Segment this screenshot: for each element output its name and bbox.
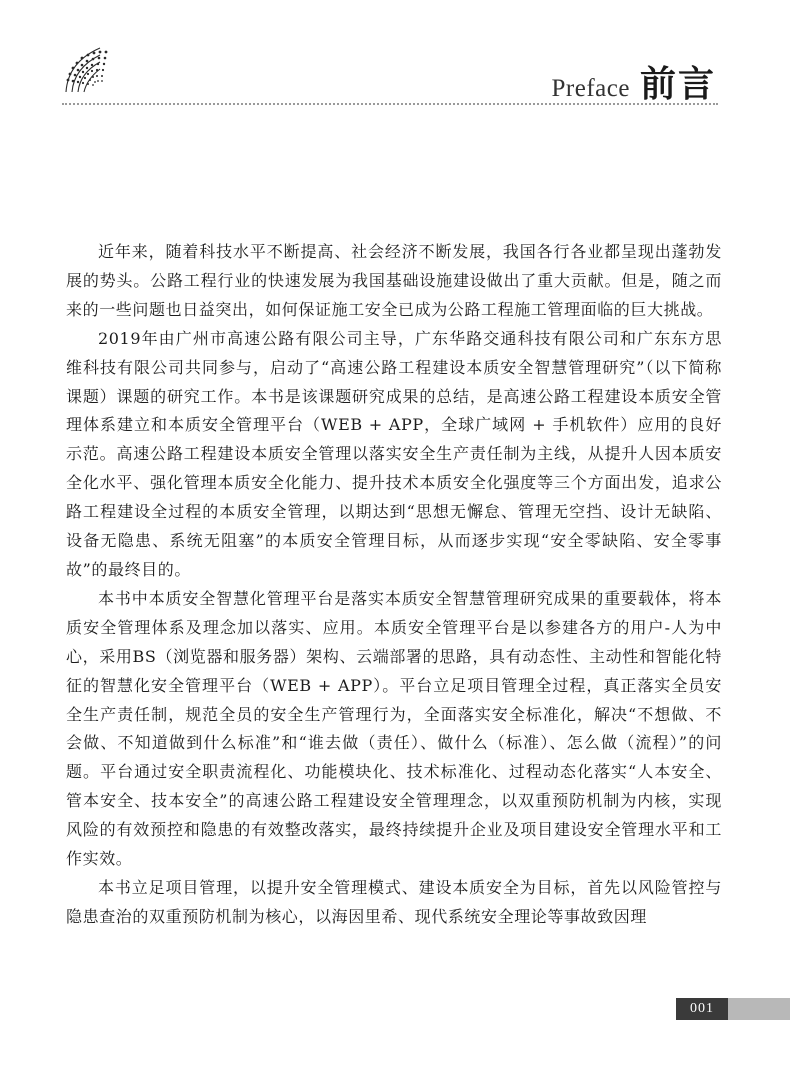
page-number: 001: [676, 998, 728, 1020]
paragraph-1: 近年来，随着科技水平不断提高、社会经济不断发展，我国各行各业都呈现出蓬勃发展的势头。公路工程行业的快速发展为我国基础设施建设做出了重大贡献。但是，随之而来的一些问题也日益突出，如何保证施工安全已成为公路工程施工管理面临的巨大挑战。: [66, 242, 722, 319]
header-dotted-divider: [62, 103, 718, 105]
preface-title-zh: 前言: [639, 64, 716, 105]
paragraph-4: 本书立足项目管理，以提升安全管理模式、建设本质安全为目标，首先以风险管控与隐患查治的双重预防机制为核心，以海因里希、现代系统安全理论等事故致因理: [66, 877, 722, 926]
decorative-arcs-logo: [60, 40, 130, 110]
page-header-title: [552, 56, 716, 107]
page-edge-tab: [728, 998, 790, 1020]
preface-body: [66, 238, 722, 932]
paragraph-2: 2019年由广州市高速公路有限公司主导，广东华路交通科技有限公司和广东东方思维科技有限公司共同参与，启动了“高速公路工程建设本质安全智慧管理研究”（以下简称课题）课题的研究工作。本书是该课题研究成果的总结，是高速公路工程建设本质安全管理体系建立和本质安全管理平台（WEB + APP，全球广域网 + 手机软件）应用的良好示范。高速公路工程建设本质安全管理以落实安全生产责任制为主线，从提升人因本质安全化水平、强化管理本质安全化能力、提升技术本质安全化强度等三个方面出发，追求公路工程建设全过程的本质安全管理，以期达到“思想无懈怠、管理无空挡、设计无缺陷、设备无隐患、系统无阻塞”的本质安全管理目标，从而逐步实现“安全零缺陷、安全零事故”的最终目的。: [66, 328, 722, 579]
preface-title-en: Preface: [551, 75, 630, 102]
paragraph-3: 本书中本质安全智慧化管理平台是落实本质安全智慧管理研究成果的重要载体，将本质安全管理体系及理念加以落实、应用。本质安全管理平台是以参建各方的用户-人为中心，采用BS（浏览器和服务器）架构、云端部署的思路，具有动态性、主动性和智能化特征的智慧化安全管理平台（WEB + APP）。平台立足项目管理全过程，真正落实全员安全生产责任制，规范全员的安全生产管理行为，全面落实安全标准化，解决“不想做、不会做、不知道做到什么标准”和“谁去做（责任）、做什么（标准）、怎么做（流程）”的问题。平台通过安全职责流程化、功能模块化、技术标准化、过程动态化落实“人本安全、管本安全、技本安全”的高速公路工程建设安全管理理念，以双重预防机制为内核，实现风险的有效预控和隐患的有效整改落实，最终持续提升企业及项目建设安全管理水平和工作实效。: [66, 588, 722, 869]
